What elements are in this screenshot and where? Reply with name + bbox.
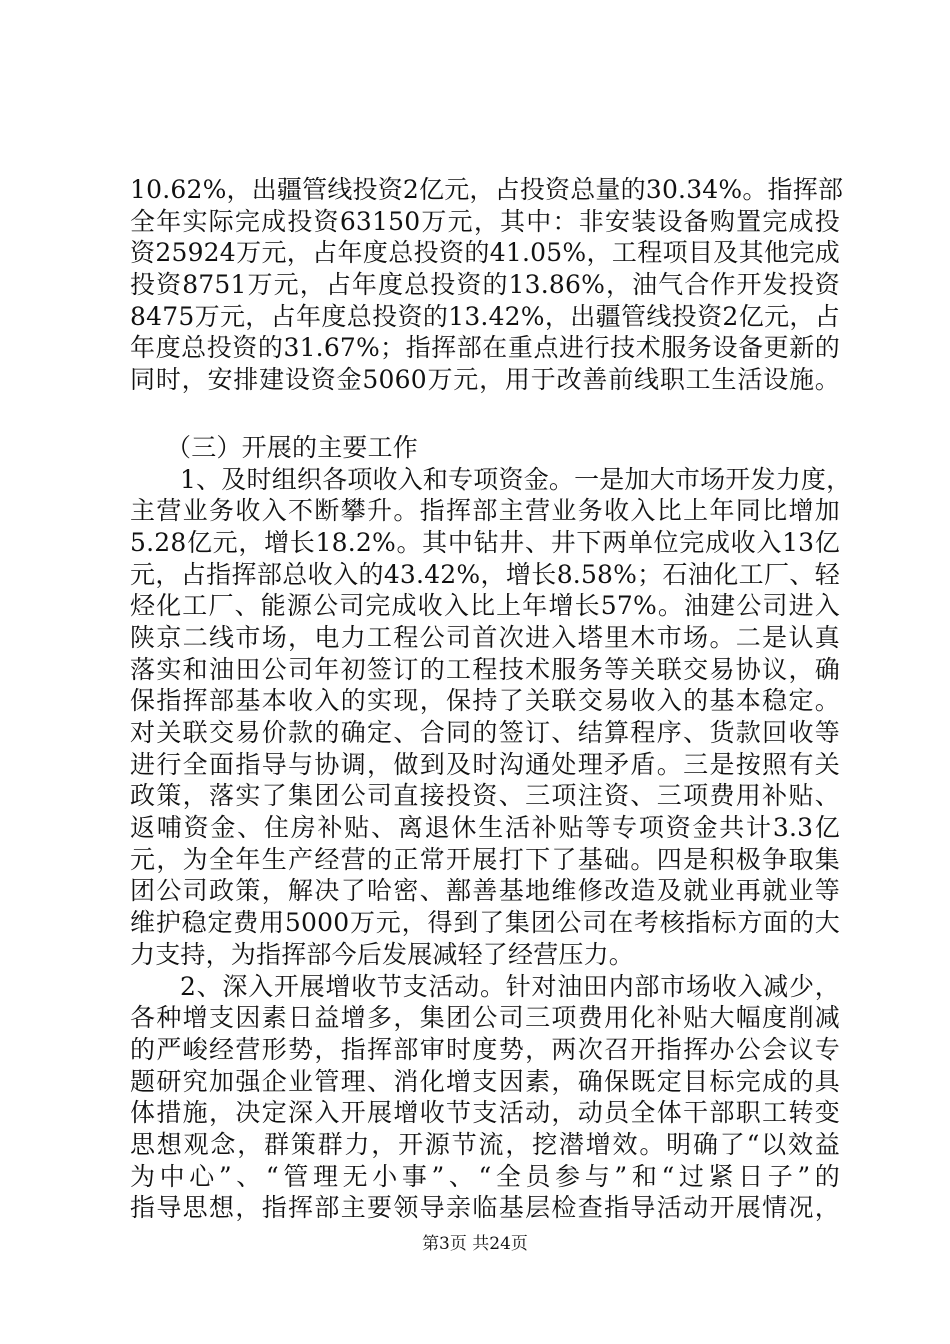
paragraph-line: 同时，安排建设资金5060万元，用于改善前线职工生活设施。 (130, 365, 840, 395)
paragraph-line: 力支持，为指挥部今后发展减轻了经营压力。 (130, 939, 635, 969)
paragraph-line: 政策，落实了集团公司直接投资、三项注资、三项费用补贴、 (130, 781, 840, 811)
paragraph-line: 进行全面指导与协调，做到及时沟通处理矛盾。三是按照有关 (130, 749, 840, 779)
paragraph-line: 落实和油田公司年初签订的工程技术服务等关联交易协议，确 (130, 654, 840, 684)
paragraph-line: 资25924万元，占年度总投资的41.05%，工程项目及其他完成 (130, 238, 840, 268)
paragraph-line: 题研究加强企业管理、消化增支因素，确保既定目标完成的具 (130, 1066, 840, 1096)
paragraph-line: 体措施，决定深入开展增收节支活动，动员全体干部职工转变 (130, 1098, 840, 1128)
paragraph-line: 8475万元，占年度总投资的13.42%，出疆管线投资2亿元，占 (130, 301, 840, 331)
document-body (130, 174, 852, 1224)
paragraph-line: 保指挥部基本收入的实现，保持了关联交易收入的基本稳定。 (130, 686, 840, 716)
paragraph-line: 元，占指挥部总收入的43.42%，增长8.58%；石油化工厂、轻 (130, 559, 840, 589)
paragraph-line: 的严峻经营形势，指挥部审时度势，两次召开指挥办公会议专 (130, 1034, 840, 1064)
paragraph-line: 团公司政策，解决了哈密、鄯善基地维修改造及就业再就业等 (130, 876, 840, 906)
paragraph-line: 对关联交易价款的确定、合同的签订、结算程序、货款回收等 (130, 718, 840, 747)
paragraph-line: 5.28亿元，增长18.2%。其中钻井、井下两单位完成收入13亿 (130, 527, 840, 557)
paragraph-line: 思想观念，群策群力，开源节流，挖潜增效。明确了“以效益 (130, 1129, 840, 1159)
paragraph-line: 元，为全年生产经营的正常开展打下了基础。四是积极争取集 (130, 844, 840, 874)
paragraph-line: 返哺资金、住房补贴、离退休生活补贴等专项资金共计3.3亿 (130, 813, 840, 843)
paragraph-line: 各种增支因素日益增多，集团公司三项费用化补贴大幅度削减 (130, 1003, 840, 1033)
paragraph-line: 指导思想，指挥部主要领导亲临基层检查指导活动开展情况， (130, 1193, 840, 1223)
section-heading: （三）开展的主要工作 (166, 432, 419, 462)
paragraph-line: 维护稳定费用5000万元，得到了集团公司在考核指标方面的大 (130, 908, 840, 938)
paragraph-line: 陕京二线市场，电力工程公司首次进入塔里木市场。二是认真 (130, 622, 840, 652)
paragraph-line: 全年实际完成投资63150万元，其中：非安装设备购置完成投 (130, 206, 840, 236)
paragraph-line: 1、及时组织各项收入和专项资金。一是加大市场开发力度， (180, 464, 852, 494)
page-footer: 第3页 共24页 (422, 1234, 528, 1254)
paragraph-line: 年度总投资的31.67%；指挥部在重点进行技术服务设备更新的 (130, 333, 840, 363)
paragraph-line: 投资8751万元，占年度总投资的13.86%，油气合作开发投资 (130, 270, 840, 300)
paragraph-line: 烃化工厂、能源公司完成收入比上年增长57%。油建公司进入 (130, 591, 840, 621)
paragraph-line: 2、深入开展增收节支活动。针对油田内部市场收入减少， (180, 971, 840, 1001)
paragraph-line: 主营业务收入不断攀升。指挥部主营业务收入比上年同比增加 (130, 496, 840, 526)
paragraph-gap (130, 396, 840, 432)
paragraph-line: 为中心”、“管理无小事”、“全员参与”和“过紧日子”的 (130, 1161, 840, 1191)
paragraph-line: 10.62%，出疆管线投资2亿元，占投资总量的30.34%。指挥部 (130, 175, 844, 204)
